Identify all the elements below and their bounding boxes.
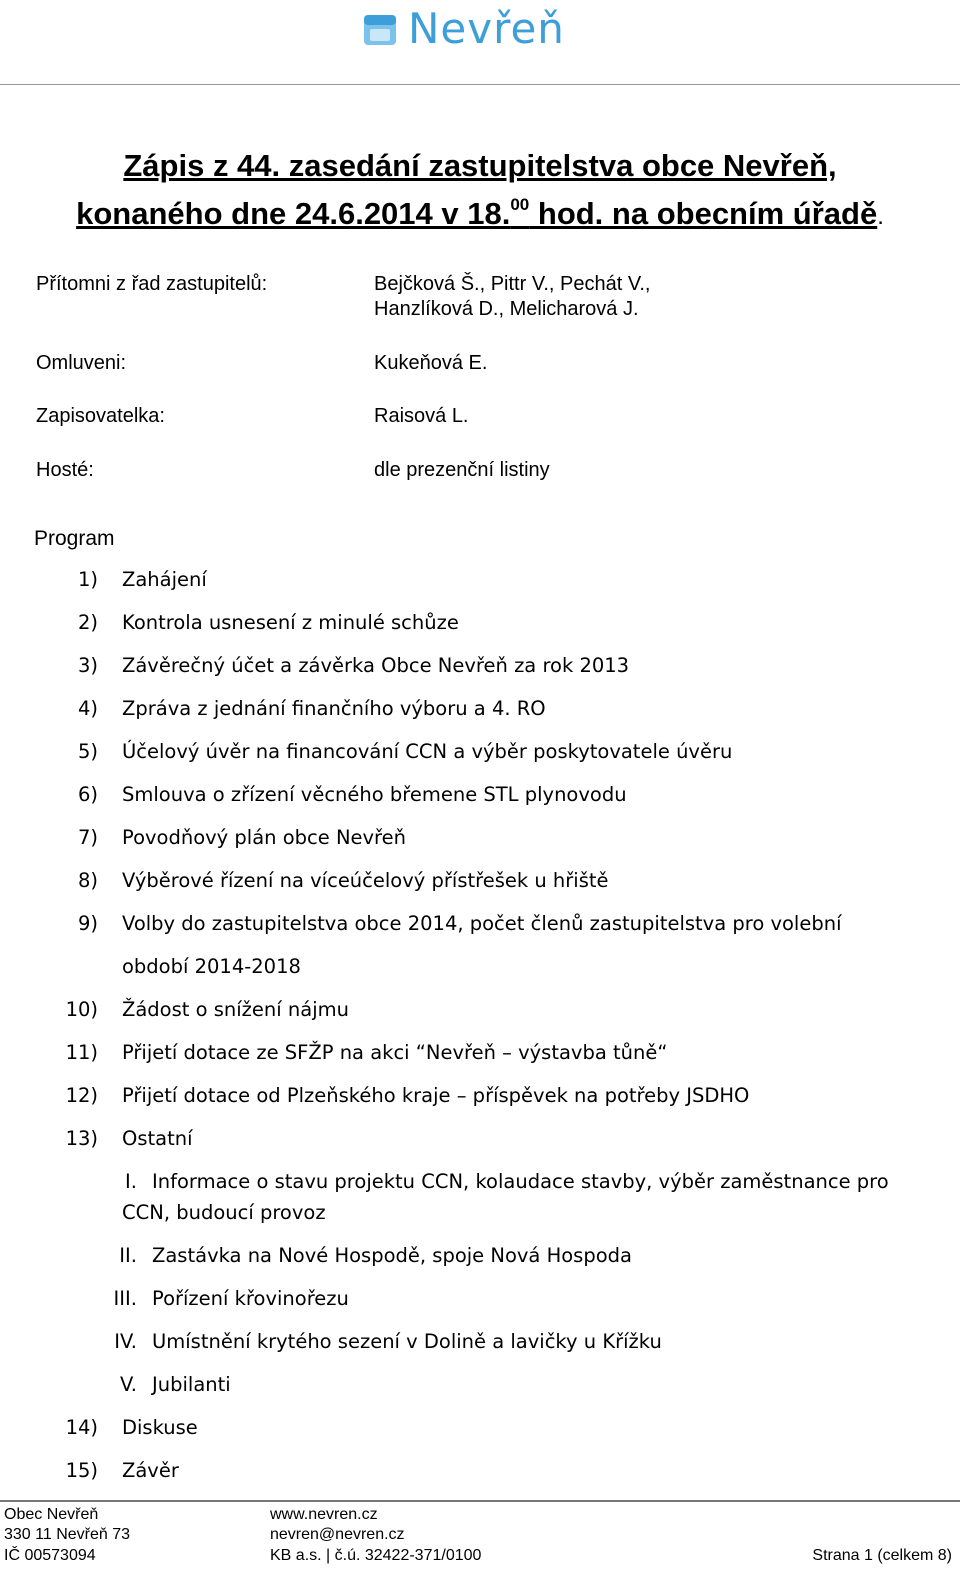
document-title-line2: [0, 185, 960, 237]
attendance-label-guests: Hosté:: [36, 459, 94, 481]
program-subitem-text-continued: CCN, budoucí provoz: [122, 1201, 326, 1224]
program-item-number: 12): [65, 1084, 98, 1107]
program-item-text: Přijetí dotace od Plzeňského kraje – příspěvek na potřeby JSDHO: [122, 1084, 750, 1107]
header-divider: [0, 84, 960, 85]
program-item-text: Výběrové řízení na víceúčelový přístřešek u hřiště: [122, 869, 609, 892]
program-item-text: Žádost o snížení nájmu: [122, 998, 349, 1021]
page-number: Strana 1 (celkem 8): [812, 1547, 952, 1564]
program-item-text: Ostatní: [122, 1127, 193, 1150]
attendance-label-present: Přítomni z řad zastupitelů:: [36, 273, 268, 295]
footer-org-name: Obec Nevřeň: [4, 1506, 99, 1523]
program-item-number: 3): [77, 654, 98, 677]
program-item-number: 8): [77, 869, 98, 892]
program-item-number: 4): [77, 697, 98, 720]
page-header: [0, 0, 960, 86]
footer-org-address: 330 11 Nevřeň 73: [4, 1526, 131, 1543]
program-item-number: 14): [65, 1416, 98, 1439]
program-item-text-continued: období 2014-2018: [122, 955, 301, 978]
footer-bank-account: KB a.s. | č.ú. 32422-371/0100: [270, 1547, 482, 1564]
document-title-line1: Zápis z 44. zasedání zastupitelstva obce Nevřeň,: [123, 148, 837, 183]
footer-website-link[interactable]: www.nevren.cz: [270, 1506, 378, 1523]
program-subitem-number: II.: [119, 1244, 137, 1267]
program-subitem-text: Zastávka na Nové Hospodě, spoje Nová Hospoda: [152, 1244, 632, 1267]
program-subitem-number: V.: [119, 1373, 137, 1396]
program-item-text: Zahájení: [122, 568, 207, 591]
title-period: .: [877, 203, 884, 230]
program-item-number: 15): [65, 1459, 98, 1482]
program-item-text: Volby do zastupitelstva obce 2014, počet členů zastupitelstva pro volební: [122, 912, 842, 935]
program-item-number: 6): [77, 783, 98, 806]
program-item-text: Povodňový plán obce Nevřeň: [122, 826, 407, 849]
attendance-label-excused: Omluveni:: [36, 352, 127, 374]
attendance-present-line2: Hanzlíková D., Melicharová J.: [374, 298, 639, 320]
program-item-text: Závěrečný účet a závěrka Obce Nevřeň za rok 2013: [122, 654, 630, 677]
program-item-text: Účelový úvěr na financování CCN a výběr poskytovatele úvěru: [122, 740, 733, 763]
program-subitem-number: I.: [125, 1170, 137, 1193]
program-item-text: Smlouva o zřízení věcného břemene STL plynovodu: [122, 783, 627, 806]
program-item-text: Kontrola usnesení z minulé schůze: [122, 611, 459, 634]
footer-email-link[interactable]: nevren@nevren.cz: [270, 1526, 405, 1543]
attendance-guests-value: dle prezenční listiny: [374, 459, 550, 481]
program-subitem-text: Jubilanti: [152, 1373, 231, 1396]
program-item-number: 5): [77, 740, 98, 763]
program-item-number: 1): [77, 568, 98, 591]
logo: [360, 4, 565, 54]
program-item-text: Závěr: [122, 1459, 179, 1482]
program-item-number: 10): [65, 998, 98, 1021]
attendance-label-recorder: Zapisovatelka:: [36, 405, 165, 427]
logo-text: Nevřeň: [408, 4, 565, 53]
program-item-text: Diskuse: [122, 1416, 198, 1439]
program-item-number: 7): [77, 826, 98, 849]
program-heading: Program: [34, 527, 115, 550]
title-place-part: hod. na obecním úřadě: [529, 196, 878, 231]
attendance-excused-value: Kukeňová E.: [374, 352, 488, 374]
title-time-sup: 00: [510, 195, 530, 214]
program-subitem-number: III.: [113, 1287, 137, 1310]
program-item-number: 2): [77, 611, 98, 634]
program-item-text: Zpráva z jednání finančního výboru a 4. RO: [122, 697, 546, 720]
program-subitem-number: IV.: [114, 1330, 137, 1353]
footer-org-id: IČ 00573094: [4, 1547, 96, 1564]
title-date-part: konaného dne 24.6.2014 v 18.: [76, 196, 511, 231]
program-item-number: 11): [65, 1041, 98, 1064]
program-item-text: Přijetí dotace ze SFŽP na akci “Nevřeň – výstavba tůně“: [122, 1041, 668, 1064]
program-item-number: 9): [77, 912, 98, 935]
program-item-number: 13): [65, 1127, 98, 1150]
program-subitem-text: Pořízení křovinořezu: [152, 1287, 349, 1310]
logo-mark-icon: [360, 9, 400, 49]
program-subitem-text: Umístnění krytého sezení v Dolině a lavičky u Křížku: [152, 1330, 662, 1353]
attendance-recorder-value: Raisová L.: [374, 405, 469, 427]
attendance-present-line1: Bejčková Š., Pittr V., Pechát V.,: [374, 273, 651, 295]
program-subitem-text: Informace o stavu projektu CCN, kolaudace stavby, výběr zaměstnance pro: [152, 1170, 889, 1193]
footer-divider: [0, 1500, 960, 1502]
